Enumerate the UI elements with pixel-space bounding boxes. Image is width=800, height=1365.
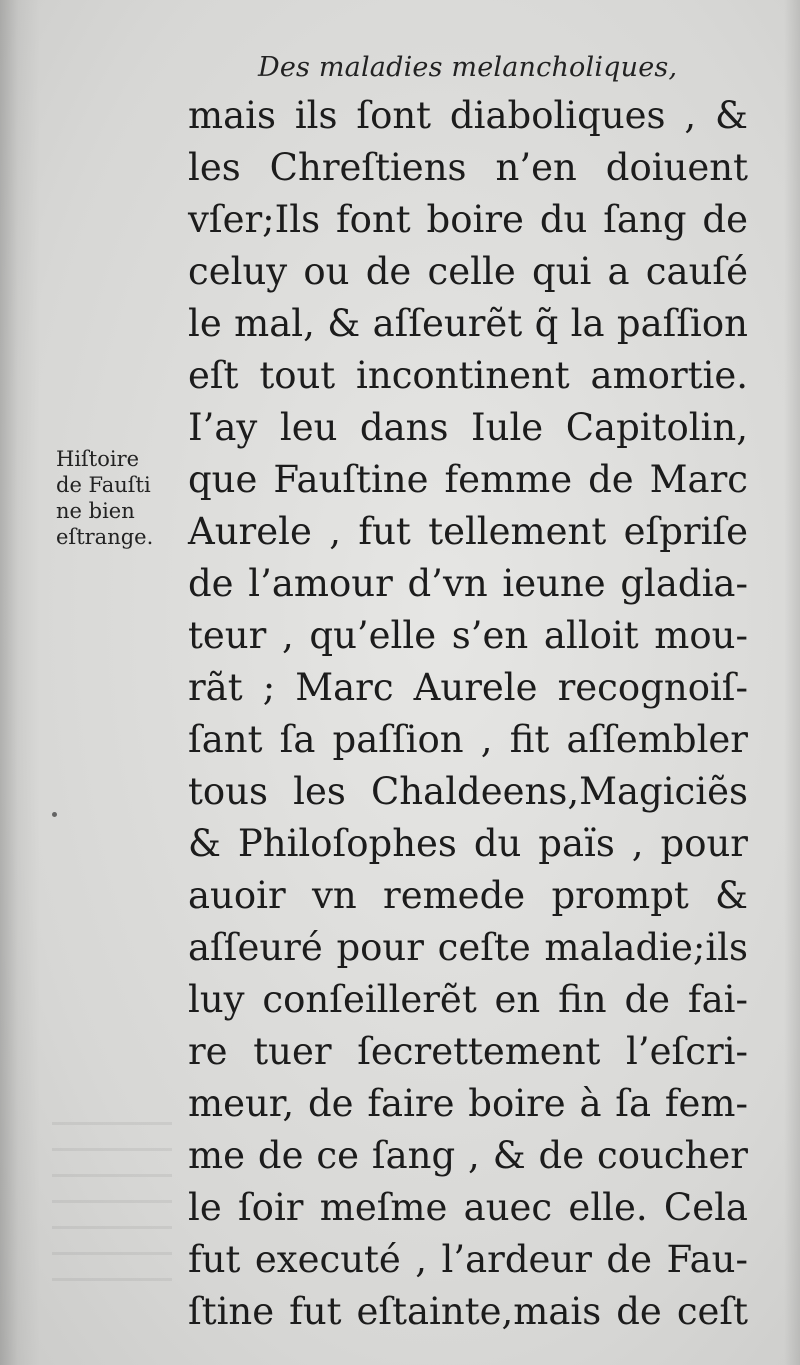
text-line: teur , qu’elle s’en alloit mou-	[188, 614, 748, 657]
margin-note-line: ne bien	[56, 499, 135, 523]
margin-note-line: Hiſtoire	[56, 447, 140, 471]
body-text	[188, 90, 748, 1338]
text-line: eſt tout incontinent amortie.	[188, 354, 748, 397]
text-line: le mal, & aſſeurẽt q̃ la paſſion	[188, 302, 748, 345]
text-line: fut executé , l’ardeur de Fau-	[188, 1238, 748, 1281]
text-line: meur, de faire boire à ſa fem-	[188, 1082, 748, 1125]
text-line: I’ay leu dans Iule Capitolin,	[188, 406, 748, 449]
text-line: mais ils ſont diaboliques , &	[188, 94, 748, 137]
text-line: rãt ; Marc Aurele recognoiſ-	[188, 666, 748, 709]
text-line: de l’amour d’vn ieune gladia-	[188, 562, 748, 605]
text-line: Aurele , fut tellement eſpriſe	[188, 510, 748, 553]
margin-note-line: eſtrange.	[56, 525, 154, 549]
text-line: & Philoſophes du païs , pour	[188, 822, 748, 865]
text-line: les Chreſtiens n’en doiuent	[188, 146, 748, 189]
text-line: ſant ſa paſſion , fit aſſembler	[188, 718, 748, 761]
text-line: tous les Chaldeens,Magiciẽs	[188, 770, 748, 813]
text-line: aſſeuré pour ceſte maladie;ils	[188, 926, 748, 969]
text-line: me de ce ſang , & de coucher	[188, 1134, 748, 1177]
show-through-bleed	[52, 1122, 172, 1302]
ink-speck	[52, 812, 57, 817]
text-line: re tuer ſecrettement l’eſcri-	[188, 1030, 748, 1073]
text-line: que Fauſtine femme de Marc	[188, 458, 748, 501]
margin-note	[56, 446, 184, 550]
text-line: luy conſeillerẽt en fin de fai-	[188, 978, 748, 1021]
text-line: auoir vn remede prompt &	[188, 874, 748, 917]
text-line: ſtine fut eſtainte,mais de ceſt	[188, 1290, 748, 1333]
text-line: vſer;Ils font boire du ſang de	[188, 198, 748, 241]
text-line: celuy ou de celle qui a cauſé	[188, 250, 748, 293]
text-line: le ſoir meſme auec elle. Cela	[188, 1186, 748, 1229]
running-head: Des maladies melancholiques,	[258, 52, 678, 83]
margin-note-line: de Fauſti	[56, 473, 151, 497]
